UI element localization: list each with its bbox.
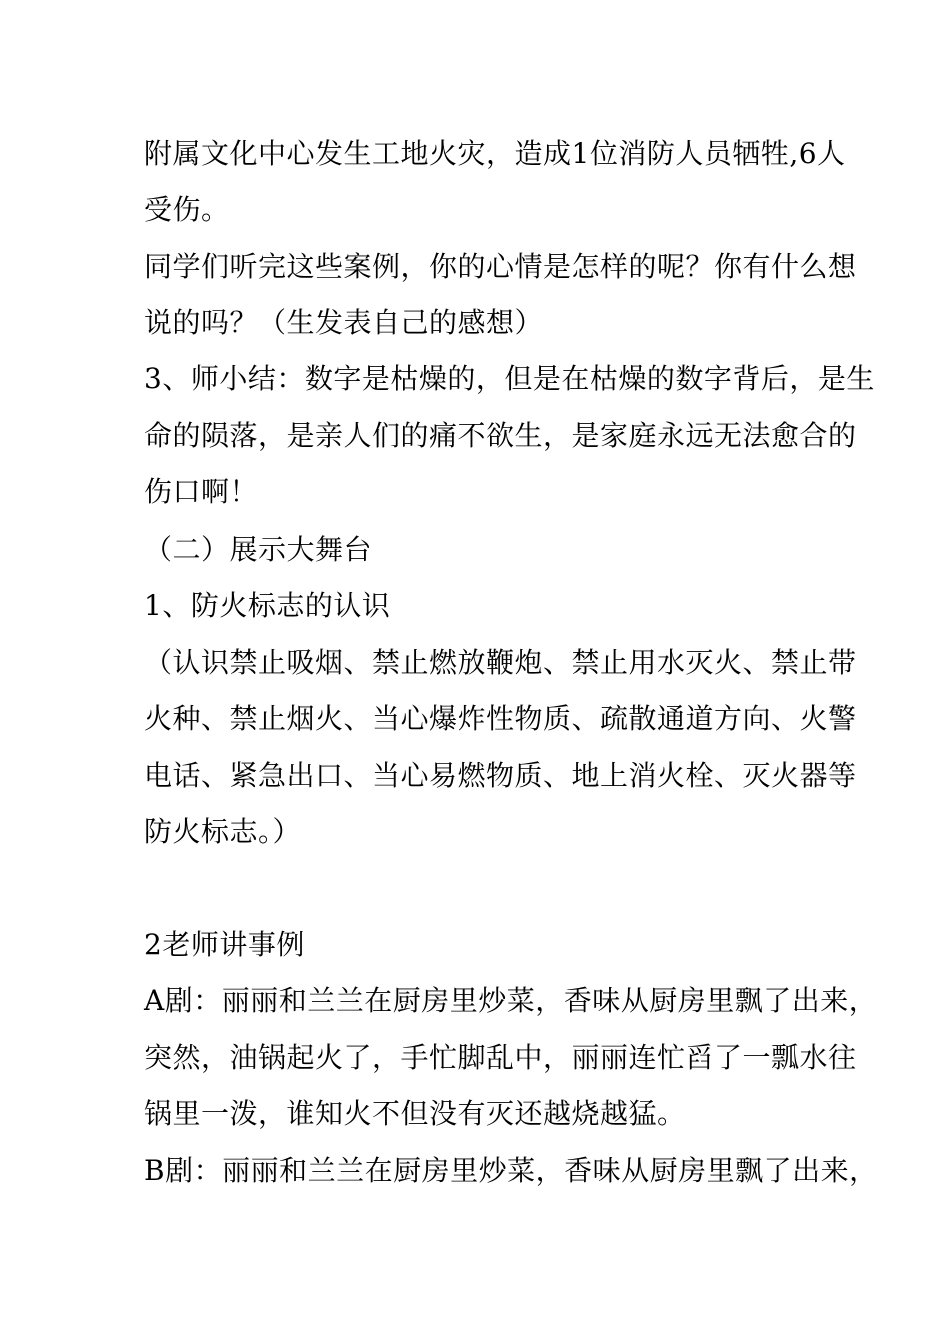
text-line: （认识禁止吸烟、禁止燃放鞭炮、禁止用水灭火、禁止带: [144, 646, 857, 679]
text-line: 锅里一泼，谁知火不但没有灭还越烧越猛。: [144, 1097, 686, 1130]
subsection-heading: 1、防火标志的认识: [144, 589, 391, 622]
text-line: 命的陨落，是亲人们的痛不欲生，是家庭永远无法愈合的: [144, 419, 857, 452]
text-line: 同学们听完这些案例，你的心情是怎样的呢？你有什么想: [144, 250, 857, 283]
text-line: 受伤。: [144, 193, 230, 226]
text-line: B剧：丽丽和兰兰在厨房里炒菜，香味从厨房里飘了出来，: [144, 1154, 878, 1187]
text-line: 突然，油锅起火了，手忙脚乱中，丽丽连忙舀了一瓢水往: [144, 1041, 857, 1074]
text-line: 火种、禁止烟火、当心爆炸性物质、疏散通道方向、火警: [144, 702, 857, 735]
text-line: 附属文化中心发生工地火灾，造成1位消防人员牺牲,6人: [144, 137, 846, 170]
section-heading: （二）展示大舞台: [144, 533, 373, 566]
text-line: A剧：丽丽和兰兰在厨房里炒菜，香味从厨房里飘了出来，: [144, 984, 878, 1017]
text-line: 防火标志。）: [144, 815, 302, 848]
text-line: 说的吗？（生发表自己的感想）: [144, 306, 544, 339]
text-line: 伤口啊！: [144, 475, 259, 508]
subsection-heading: 2老师讲事例: [144, 928, 305, 961]
text-line: 3、师小结：数字是枯燥的，但是在枯燥的数字背后，是生: [144, 362, 875, 395]
text-line: 电话、紧急出口、当心易燃物质、地上消火栓、灭火器等: [144, 759, 857, 792]
